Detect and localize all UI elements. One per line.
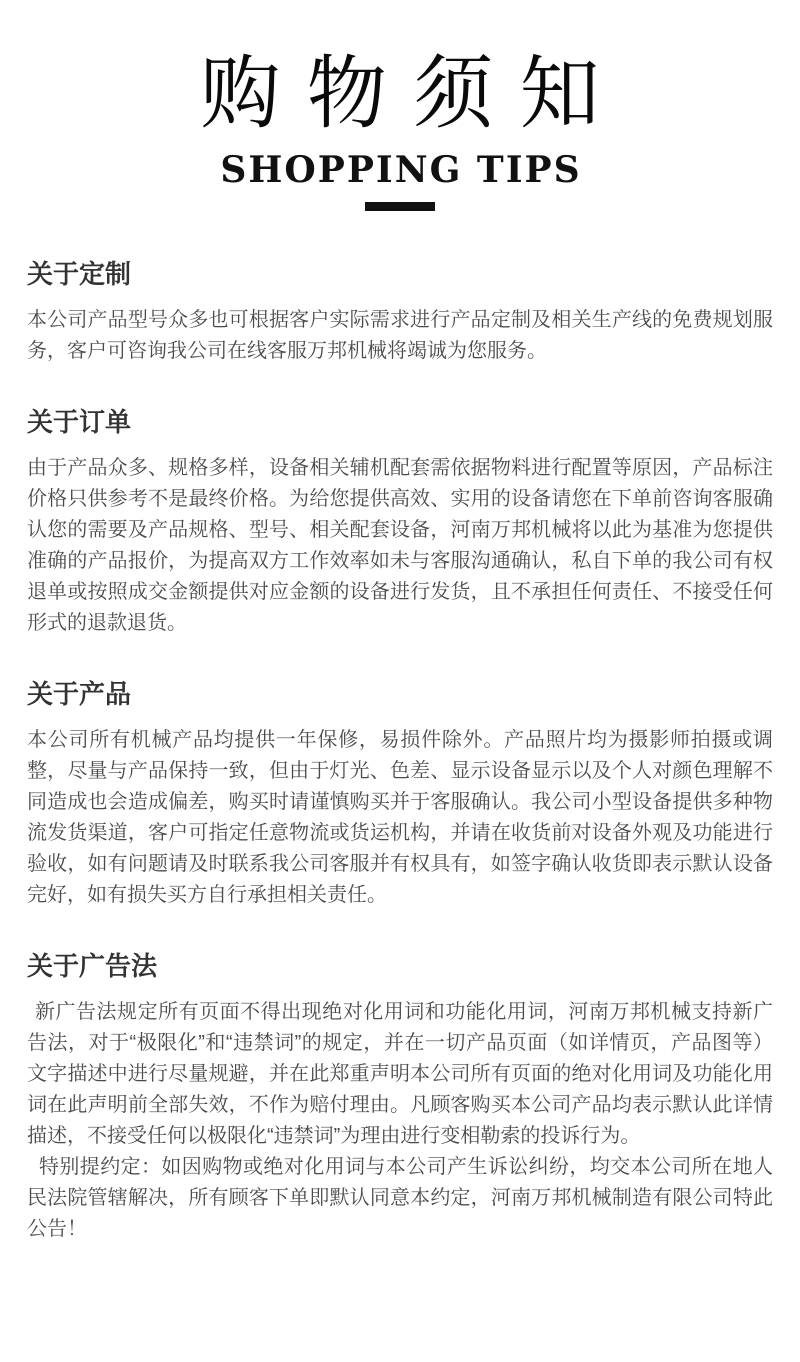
section-orders <box>27 405 773 639</box>
section-special-agreement-paragraph: 特别提约定：如因购物或绝对化用词与本公司产生诉讼纠纷，均交本公司所在地人民法院管辖解决，所有顾客下单即默认同意本约定，河南万邦机械制造有限公司特此公告！ <box>27 1156 773 1240</box>
section-customization-heading: 关于定制 <box>27 259 132 289</box>
section-products <box>27 677 773 911</box>
section-products-heading: 关于产品 <box>27 679 132 709</box>
section-products-paragraph: 本公司所有机械产品均提供一年保修，易损件除外。产品照片均为摄影师拍摄或调整，尽量与产品保持一致，但由于灯光、色差、显示设备显示以及个人对颜色理解不同造成也会造成偏差，购买时请谨慎购买并于客服确认。我公司小型设备提供多种物流发货渠道，客户可指定任意物流或货运机构，并请在收货前对设备外观及功能进行验收，如有问题请及时联系我公司客服并有权具有，如签字确认收货即表示默认设备完好，如有损失买方自行承担相关责任。 <box>27 729 773 906</box>
section-orders-heading: 关于订单 <box>27 407 132 437</box>
section-advertising-law <box>27 949 773 1245</box>
page-subtitle: SHOPPING TIPS <box>220 149 582 191</box>
section-customization <box>27 257 773 367</box>
section-customization-paragraph: 本公司产品型号众多也可根据客户实际需求进行产品定制及相关生产线的免费规划服务，客户可咨询我公司在线客服万邦机械将竭诚为您服务。 <box>27 309 773 362</box>
page-title: 购物须知 <box>200 47 626 140</box>
section-advertising-law-heading: 关于广告法 <box>27 951 158 981</box>
section-advertising-law-paragraph: 新广告法规定所有页面不得出现绝对化用词和功能化用词，河南万邦机械支持新广告法，对于“极限化”和“违禁词”的规定，并在一切产品页面（如详情页，产品图等）文字描述中进行尽量规避，并在此郑重声明本公司所有页面的绝对化用词及功能化用词在此声明前全部失效，不作为赔付理由。凡顾客购买本公司产品均表示默认此详情描述，不接受任何以极限化“违禁词”为理由进行变相勒索的投诉行为。 <box>27 1001 773 1147</box>
page-header <box>27 48 773 211</box>
title-underline-bar <box>365 202 435 211</box>
section-orders-paragraph: 由于产品众多、规格多样，设备相关辅机配套需依据物料进行配置等原因，产品标注价格只供参考不是最终价格。为给您提供高效、实用的设备请您在下单前咨询客服确认您的需要及产品规格、型号、相关配套设备，河南万邦机械将以此为基准为您提供准确的产品报价，为提高双方工作效率如未与客服沟通确认，私自下单的我公司有权退单或按照成交金额提供对应金额的设备进行发货，且不承担任何责任、不接受任何形式的退款退货。 <box>27 457 773 634</box>
